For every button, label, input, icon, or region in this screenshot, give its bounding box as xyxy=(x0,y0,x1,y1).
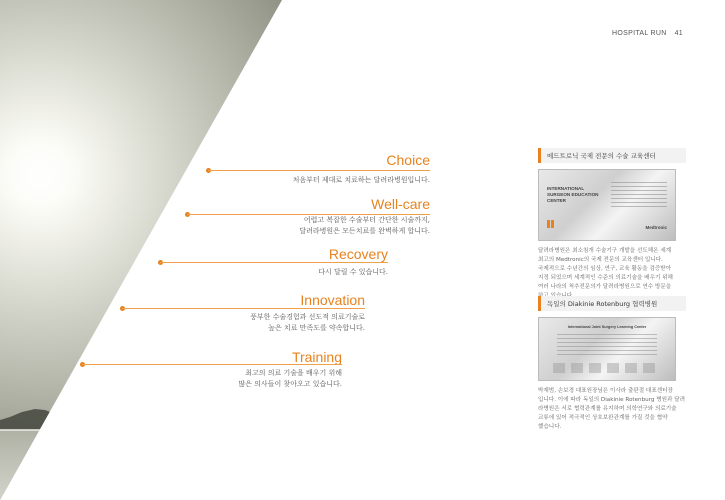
box-description: 달려라병원은 최소침개 수술기구 개발을 선도해온 세계 최고의 Medtronic의 국제 전문의 교육센터 입니다. 국제적으로 수년간의 임상, 연구, 교육 활동을 검증받아 지정 되었으며 세계적인 수준의 의료기술을 배우기 위해 여러 나라의 척추전문의가 달려라병원으로 연수 방문을 xyxy=(538,248,673,290)
section-title: HOSPITAL RUN xyxy=(612,30,667,37)
plaque-text-lines xyxy=(557,334,657,358)
plaque-brand: Medtronic xyxy=(645,225,667,230)
diakinie-partner-box xyxy=(538,296,686,432)
box-heading: 독일의 Diakinie Rotenburg 협력병원 xyxy=(538,296,686,311)
feature-title: Training xyxy=(291,349,342,365)
plaque-title: INTERNATIONAL SURGEON EDUCATION CENTER xyxy=(547,186,599,203)
divider-line xyxy=(160,262,388,263)
feature-description: 처음부터 제대로 치료하는 달려라병원입니다. xyxy=(292,176,430,184)
feature-title: Innovation xyxy=(300,292,365,308)
certificate-plaque xyxy=(538,169,676,241)
plaque-title: International Joint Surgery Learning Center xyxy=(567,325,647,329)
feature-description: 최고의 의료 기술을 배우기 위해 많은 의사들이 찾아오고 있습니다. xyxy=(238,369,342,388)
medtronic-center-box xyxy=(538,148,686,301)
plaque-signatures xyxy=(553,363,661,373)
feature-training xyxy=(80,349,342,394)
feature-well-care xyxy=(185,196,430,241)
page-number: 41 xyxy=(674,30,683,37)
divider-line xyxy=(122,308,365,309)
feature-description: 어렵고 복잡한 수술부터 간단한 시술까지, 달려라병원은 모든치료를 완벽하게 합니다. xyxy=(299,216,430,235)
feature-description: 풍부한 수술경험과 선도적 의료기술로 높은 치료 만족도를 약속합니다. xyxy=(250,313,365,332)
certificate-plaque xyxy=(538,317,676,381)
feature-title: Choice xyxy=(386,152,430,168)
box-description: 박재범, 손보경 대표원장님은 이사라 출판절 대표센터장 입니다. 이에 따라 독일의 Diakinie Rotenburg 병원과 달려 라병원은 서로 협력관계를 유지하며 의학연구와 의료기술 교류에 있어 적극적인 상호보완관계를 가질 것을 협약 했습니다. xyxy=(538,388,685,430)
divider-line xyxy=(82,364,342,365)
divider-line xyxy=(208,170,430,171)
feature-title: Well-care xyxy=(371,196,430,212)
feature-innovation xyxy=(120,292,365,337)
plaque-logo-icon xyxy=(547,220,557,228)
plaque-text-lines xyxy=(611,182,667,208)
feature-title: Recovery xyxy=(328,246,388,262)
page-header xyxy=(612,30,683,37)
feature-recovery xyxy=(158,246,388,281)
box-heading: 메드트로닉 국제 전문의 수술 교육센터 xyxy=(538,148,686,163)
feature-choice xyxy=(200,152,430,192)
feature-description: 다시 달릴 수 있습니다. xyxy=(318,268,388,276)
